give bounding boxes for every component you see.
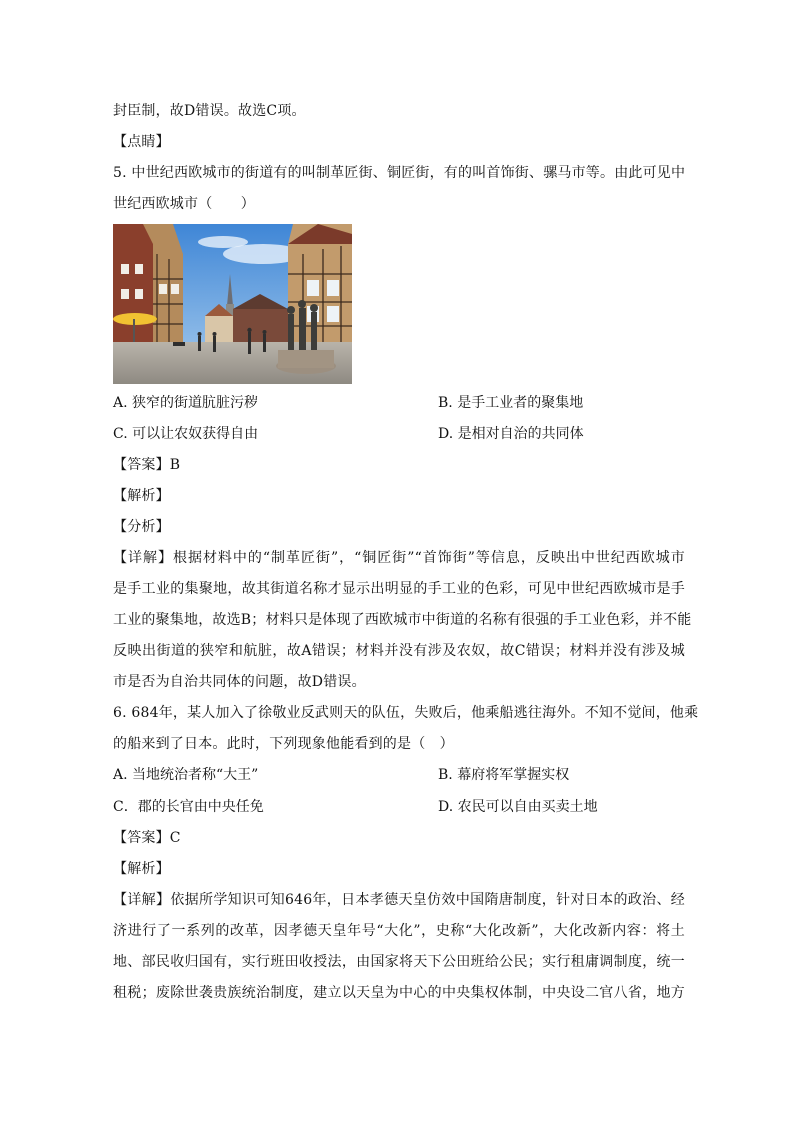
explanation-line: 【详解】依据所学知识可知646年，日本孝德天皇仿效中国隋唐制度，针对日本的政治、经 (113, 892, 685, 908)
explanation-line: 工业的聚集地，故选B；材料只是体现了西欧城市中街道的名称有很强的手工业色彩，并不能 (113, 612, 692, 628)
q5-option-a[interactable]: A. 狭窄的街道肮脏污秽 (113, 395, 259, 411)
explanation-line: 市是否为自治共同体的问题，故D错误。 (113, 674, 366, 690)
question-5-stem: 5. 中世纪西欧城市的街道有的叫制革匠街、铜匠街，有的叫首饰街、骡马市等。由此可见中 (113, 165, 686, 181)
explanation-line: 是手工业的集聚地，故其街道名称才显示出明显的手工业的色彩，可见中世纪西欧城市是手 (113, 581, 685, 597)
explanation-line: 反映出街道的狭窄和航脏，故A错误；材料并没有涉及农奴，故C错误；材料并没有涉及城 (113, 643, 685, 659)
q6-option-a[interactable]: A. 当地统治者称“大王” (113, 767, 259, 783)
section-label-dianjing: 【点睛】 (113, 134, 170, 150)
answer-label: 【答案】C (113, 830, 181, 846)
section-label-jiexi: 【解析】 (113, 861, 170, 877)
question-6-stem-continued: 的船来到了日本。此时，下列现象他能看到的是（ ） (113, 736, 454, 752)
answer-label: 【答案】B (113, 457, 181, 473)
question-5-stem-continued: 世纪西欧城市（ ） (113, 196, 255, 212)
q5-option-d[interactable]: D. 是相对自治的共同体 (438, 426, 584, 442)
q6-option-c[interactable]: C．郡的长官由中央任免 (113, 799, 264, 815)
question-6-stem: 6. 684年，某人加入了徐敬业反武则天的队伍，失败后，他乘船逃往海外。不知不觉间，他乘 (113, 705, 699, 721)
explanation-line: 济进行了一系列的改革，因孝德天皇年号“大化”，史称“大化改新”，大化改新内容：将土 (113, 923, 685, 939)
explanation-line: 【详解】根据材料中的“制革匠街”，“铜匠街”“首饰街”等信息，反映出中世纪西欧城市 (113, 550, 685, 566)
q6-option-d[interactable]: D. 农民可以自由买卖土地 (438, 799, 598, 815)
explanation-line: 地、部民收归国有，实行班田收授法，由国家将天下公田班给公民；实行租庸调制度，统一 (113, 954, 685, 970)
section-label-fenxi: 【分析】 (113, 519, 170, 535)
q6-option-b[interactable]: B. 幕府将军掌握实权 (438, 767, 570, 783)
explanation-line: 租税；废除世袭贵族统治制度，建立以天皇为中心的中央集权体制，中央设二官八省，地方 (113, 985, 685, 1001)
text-line: 封臣制，故D错误。故选C项。 (113, 103, 306, 119)
medieval-town-square-photo (113, 224, 352, 384)
q5-option-b[interactable]: B. 是手工业者的聚集地 (438, 395, 584, 411)
q5-option-c[interactable]: C. 可以让农奴获得自由 (113, 426, 259, 442)
section-label-jiexi: 【解析】 (113, 488, 170, 504)
